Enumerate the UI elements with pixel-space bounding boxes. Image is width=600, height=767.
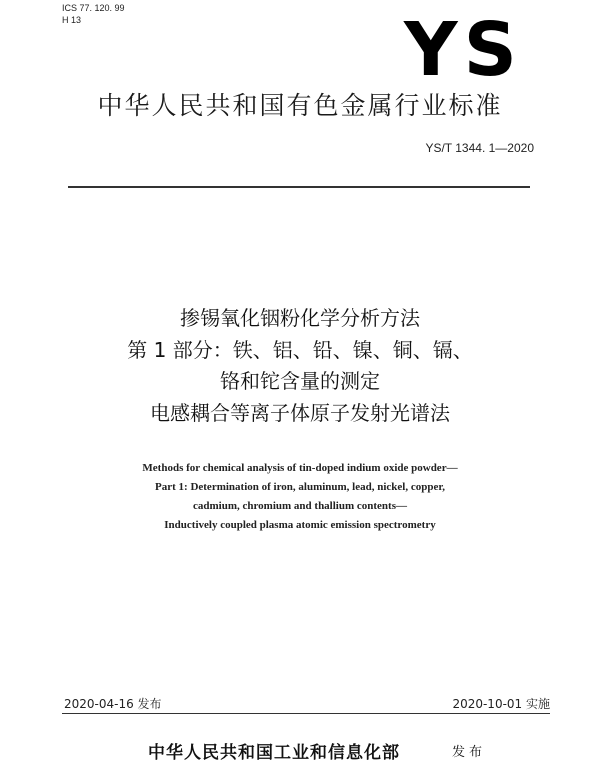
classification-codes [62, 2, 125, 26]
issuing-authority: 中华人民共和国工业和信息化部 [148, 743, 400, 763]
english-title-line: Methods for chemical analysis of tin-doped indium oxide powder— [142, 462, 458, 474]
standard-number: YS/T 1344. 1—2020 [425, 141, 534, 155]
ics-code: ICS 77. 120. 99 [62, 3, 125, 13]
issue-label: 发布 [452, 745, 487, 760]
english-title-line: Part 1: Determination of iron, aluminum, lead, nickel, copper, [155, 481, 445, 493]
top-divider [68, 186, 530, 188]
chinese-title-line: 铬和铊含量的测定 [220, 369, 380, 393]
english-title [0, 459, 600, 535]
ys-logo: YS [404, 7, 523, 93]
english-title-line: Inductively coupled plasma atomic emission spectrometry [164, 519, 436, 531]
bottom-divider [62, 713, 550, 714]
chinese-title-line: 第 1 部分：铁、铝、铅、镍、铜、镉、 [127, 337, 473, 362]
chinese-title [0, 303, 600, 429]
chinese-title-line: 电感耦合等离子体原子发射光谱法 [150, 400, 450, 425]
issue-date: 2020-04-16 发布 [64, 697, 162, 711]
chinese-title-line: 掺锡氧化铟粉化学分析方法 [180, 306, 420, 330]
english-title-line: cadmium, chromium and thallium contents— [192, 500, 407, 512]
implementation-date: 2020-10-01 实施 [452, 697, 550, 711]
ccs-code: H 13 [62, 15, 82, 25]
organization-title: 中华人民共和国有色金属行业标准 [97, 91, 503, 120]
